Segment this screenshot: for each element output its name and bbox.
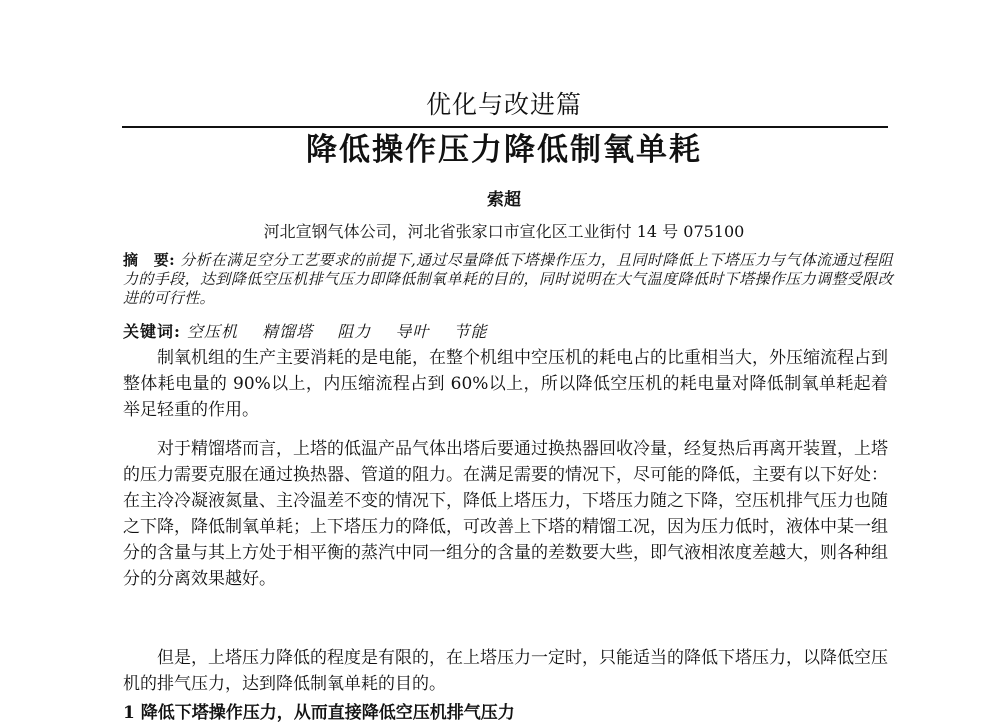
- paper-title: 降低操作压力降低制氧单耗: [306, 132, 702, 168]
- abstract-text: 分析在满足空分工艺要求的前提下,通过尽量降低下塔操作压力，且同时降低上下塔压力与气体流通过程阻力的手段，达到降低空压机排气压力即降低制氧单耗的目的，同时说明在大气温度降低时下塔操作压力调整受限改进的可行性。: [123, 251, 893, 307]
- keywords-label: 关键词:: [123, 322, 181, 341]
- keywords: [123, 321, 893, 343]
- keyword-item: 节能: [453, 322, 488, 341]
- keyword-item: 空压机: [187, 322, 239, 341]
- keyword-item: 导叶: [395, 322, 430, 341]
- header-rule: [122, 126, 888, 128]
- body-paragraph: 但是，上塔压力降低的程度是有限的，在上塔压力一定时，只能适当的降低下塔压力，以降低空压机的排气压力，达到降低制氧单耗的目的。: [123, 648, 888, 694]
- abstract: [123, 251, 893, 308]
- section-header: 优化与改进篇: [425, 90, 582, 119]
- keyword-item: 阻力: [337, 322, 372, 341]
- author-name: 索超: [487, 190, 521, 210]
- section-heading: 1 降低下塔操作压力，从而直接降低空压机排气压力: [123, 703, 515, 723]
- abstract-label: 摘 要:: [123, 251, 175, 269]
- author-affiliation: 河北宣钢气体公司，河北省张家口市宣化区工业街付 14 号 075100: [263, 222, 745, 241]
- body-paragraph: 制氧机组的生产主要消耗的是电能，在整个机组中空压机的耗电占的比重相当大，外压缩流程占到整体耗电量的 90%以上，内压缩流程占到 60%以上，所以降低空压机的耗电量对降低制氧单耗起着举足轻重的作用。: [123, 348, 888, 420]
- body-paragraph: 对于精馏塔而言，上塔的低温产品气体出塔后要通过换热器回收冷量，经复热后再离开装置，上塔的压力需要克服在通过换热器、管道的阻力。在满足需要的情况下，尽可能的降低，主要有以下好处：在主冷冷凝液氮量、主冷温差不变的情况下，降低上塔压力，下塔压力随之下降，空压机排气压力也随之下降，降低制氧单耗；上下塔压力的降低，可改善上下塔的精馏工况，因为压力低时，液体中某一组分的含量与其上方处于相平衡的蒸汽中同一组分的含量的差数要大些，即气液相浓度差越大，则各种组分的分离效果越好。: [123, 439, 888, 589]
- keyword-item: 精馏塔: [262, 322, 314, 341]
